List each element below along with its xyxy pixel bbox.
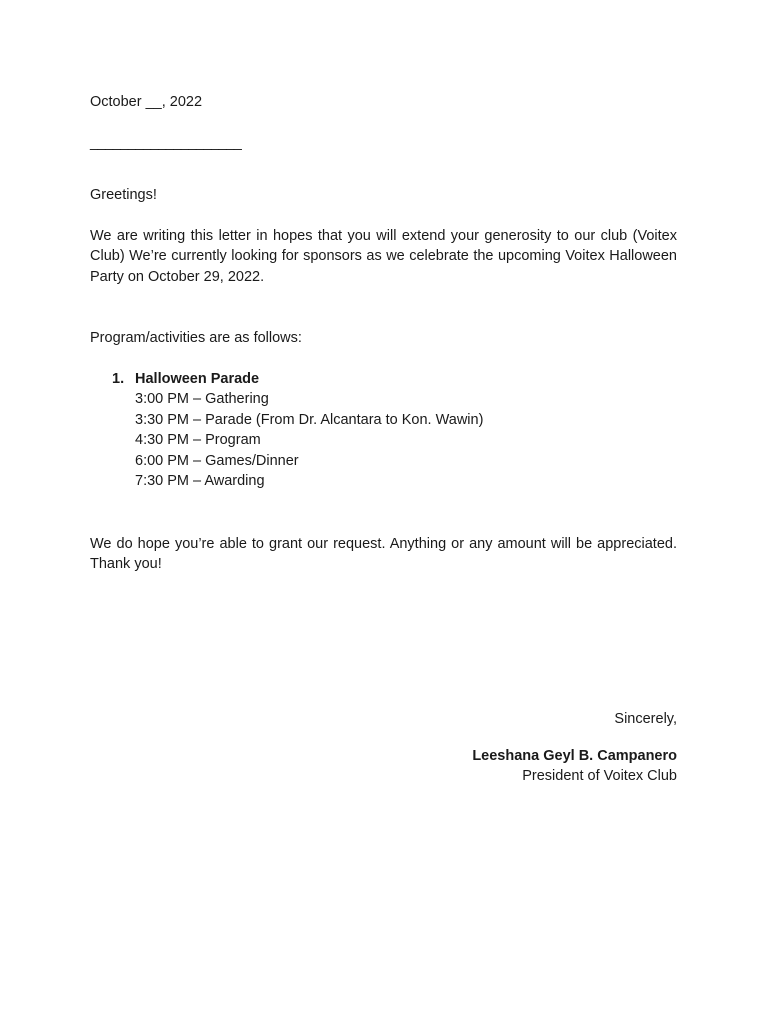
recipient-blank-line: ____________________: [90, 134, 242, 151]
schedule-item: 3:00 PM – Gathering: [135, 391, 269, 407]
schedule-list: [90, 389, 677, 492]
signer-title: President of Voitex Club: [522, 768, 677, 784]
letter-body: [90, 92, 677, 575]
closing-paragraph: We do hope you’re able to grant our request. Anything or any amount will be appreciated. Thank you!: [90, 535, 677, 572]
signature-block: [472, 709, 677, 787]
letter-date: October __, 2022: [90, 94, 203, 110]
schedule-item: 6:00 PM – Games/Dinner: [135, 452, 299, 469]
sign-off: Sincerely,: [614, 711, 677, 727]
program-intro: Program/activities are as follows:: [90, 330, 302, 346]
signer-name: Leeshana Geyl B. Campanero: [472, 747, 677, 764]
schedule-item: 4:30 PM – Program: [135, 432, 261, 448]
program-item-title: [90, 369, 677, 390]
intro-paragraph: We are writing this letter in hopes that you will extend your generosity to our club (Voitex Club) We’re currently looking for sponsors as we celebrate the upcoming Voitex Halloween Party on October 29, 2022.: [90, 227, 677, 285]
program-item-number: 1.: [112, 370, 125, 387]
schedule-item: 7:30 PM – Awarding: [135, 473, 265, 489]
program-list: [90, 369, 677, 492]
program-item-label: Halloween Parade: [135, 370, 260, 387]
greeting: Greetings!: [90, 187, 157, 203]
schedule-item: 3:30 PM – Parade (From Dr. Alcantara to Kon. Wawin): [135, 411, 484, 428]
